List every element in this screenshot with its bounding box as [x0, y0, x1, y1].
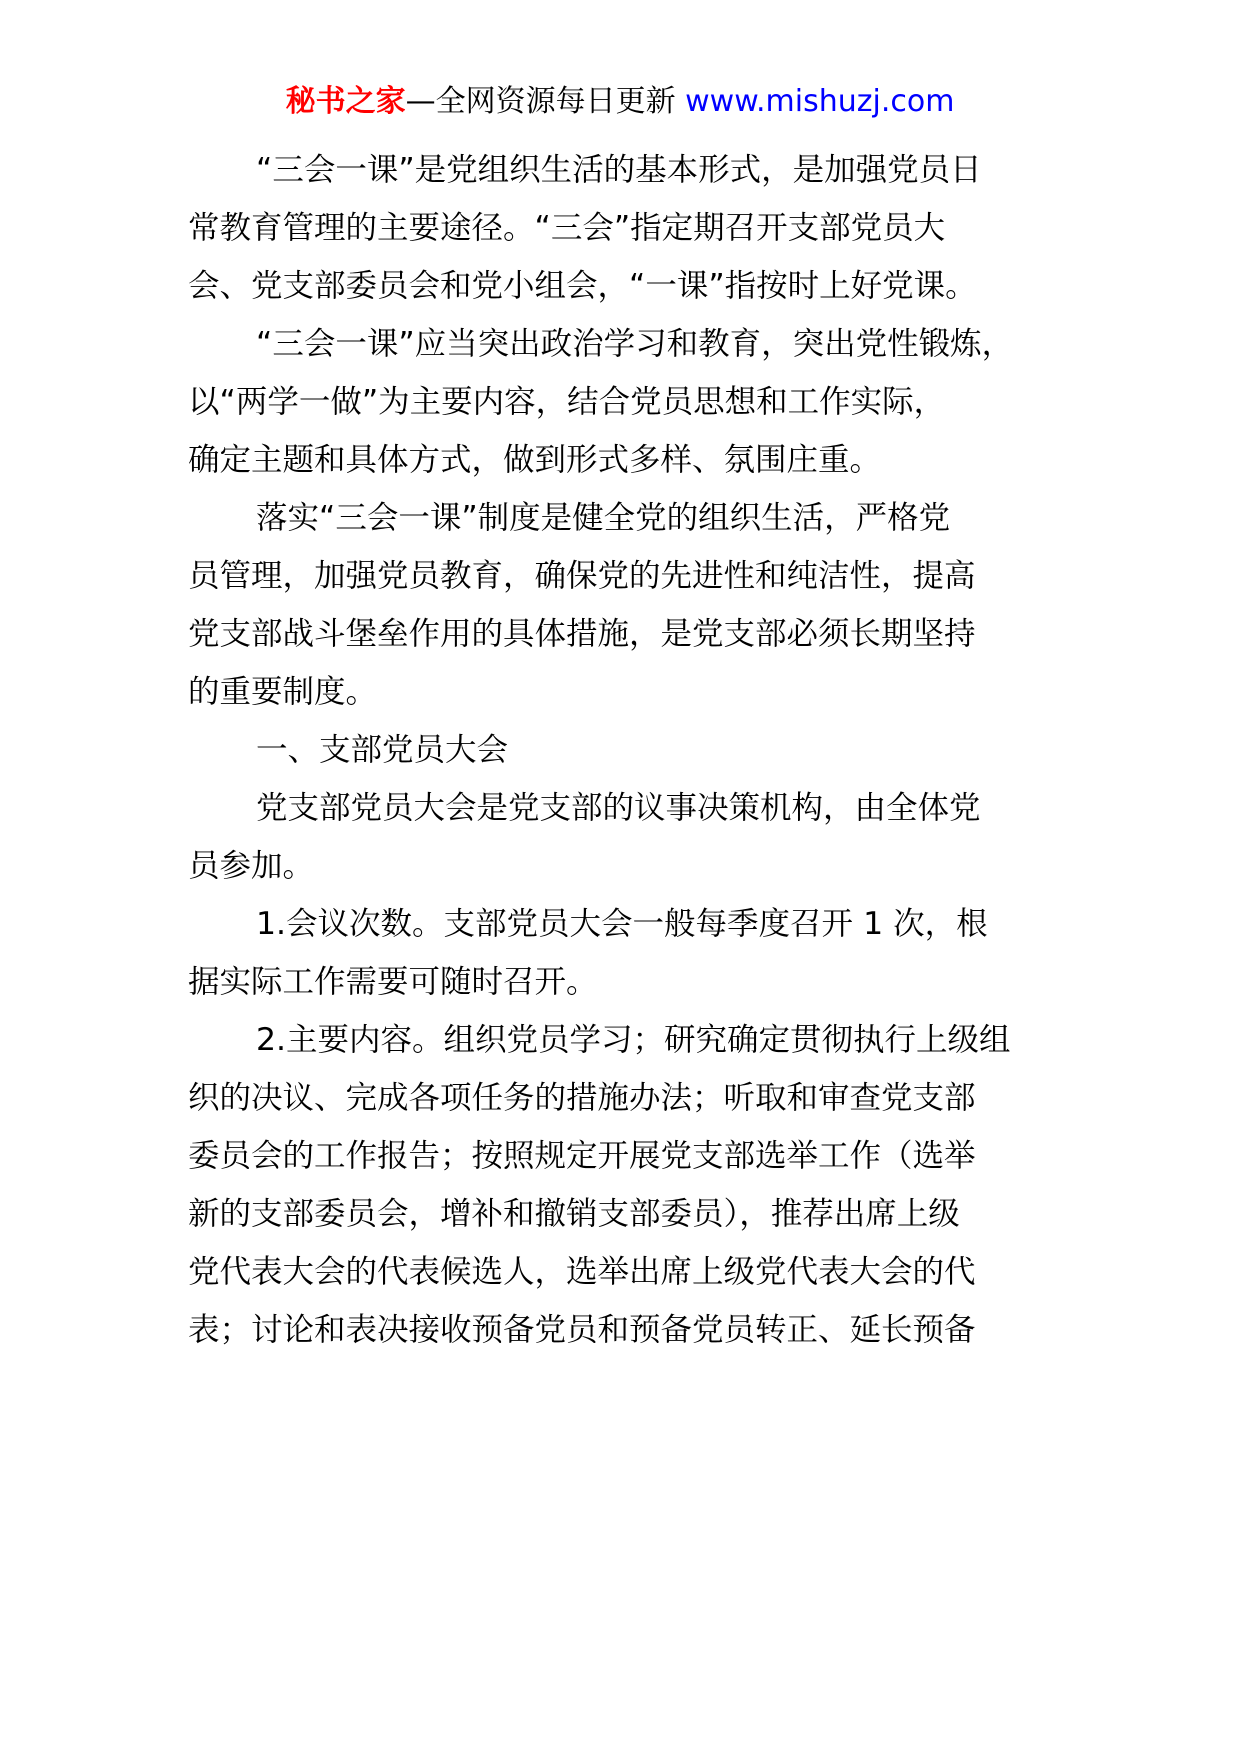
body-line: 常教育管理的主要途径。“三会”指定期召开支部党员大 — [188, 210, 946, 246]
site-url-link[interactable]: www.mishuzj.com — [685, 84, 955, 119]
body-line: 织的决议、完成各项任务的措施办法；听取和审查党支部 — [188, 1080, 976, 1116]
body-line: “三会一课”是党组织生活的基本形式，是加强党员日 — [256, 152, 982, 188]
body-line: 委员会的工作报告；按照规定开展党支部选举工作（选举 — [188, 1138, 976, 1174]
site-tagline: —全网资源每日更新 — [405, 84, 686, 119]
section-heading: 一、支部党员大会 — [256, 732, 509, 768]
body-line: 员参加。 — [188, 848, 315, 884]
body-line: 党支部党员大会是党支部的议事决策机构，由全体党 — [256, 790, 981, 826]
body-line: 据实际工作需要可随时召开。 — [188, 964, 598, 1000]
site-header — [0, 82, 1240, 122]
body-line: “三会一课”应当突出政治学习和教育，突出党性锻炼， — [256, 326, 1014, 362]
body-line: 的重要制度。 — [188, 674, 378, 710]
site-brand: 秘书之家 — [285, 84, 406, 119]
body-line: 员管理，加强党员教育，确保党的先进性和纯洁性，提高 — [188, 558, 976, 594]
body-line: 新的支部委员会，增补和撤销支部委员），推荐出席上级 — [188, 1196, 960, 1232]
body-line: 党支部战斗堡垒作用的具体措施，是党支部必须长期坚持 — [188, 616, 976, 652]
body-line: 党代表大会的代表候选人，选举出席上级党代表大会的代 — [188, 1254, 976, 1290]
body-line: 表；讨论和表决接收预备党员和预备党员转正、延长预备 — [188, 1312, 976, 1348]
body-line: 会、党支部委员会和党小组会，“一课”指按时上好党课。 — [188, 268, 977, 304]
body-line: 1.会议次数。支部党员大会一般每季度召开 1 次，根 — [256, 906, 988, 942]
body-line: 以“两学一做”为主要内容，结合党员思想和工作实际， — [188, 384, 946, 420]
body-line: 2.主要内容。组织党员学习；研究确定贯彻执行上级组 — [256, 1022, 1011, 1058]
body-line: 落实“三会一课”制度是健全党的组织生活，严格党 — [256, 500, 951, 536]
body-line: 确定主题和具体方式，做到形式多样、氛围庄重。 — [188, 442, 882, 478]
